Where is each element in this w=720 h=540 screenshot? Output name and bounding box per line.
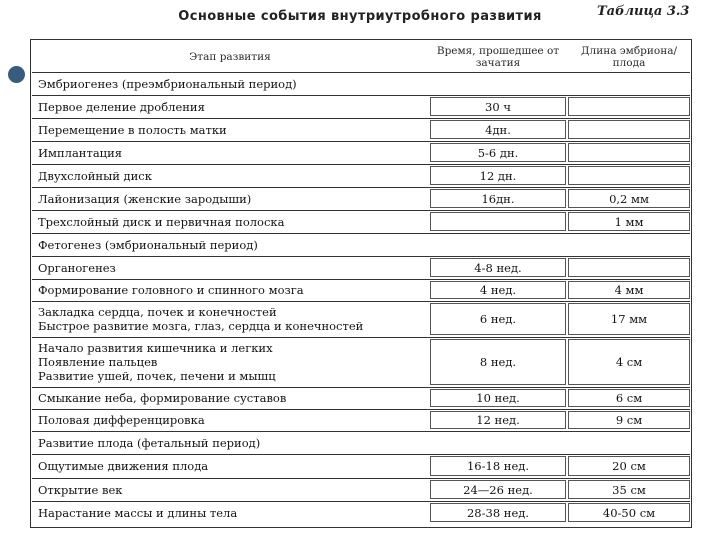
stage-text: [38, 303, 428, 335]
stage-line: Появление пальцев: [38, 355, 158, 369]
stage-text: [38, 212, 428, 231]
row-divider: [32, 301, 690, 302]
length-value: [569, 98, 689, 115]
section-row: [0, 235, 720, 254]
header-length: Длина эмбриона/плода: [580, 44, 677, 69]
length-cell: [568, 281, 690, 299]
time-cell: [430, 166, 566, 185]
stage-cell: [32, 97, 428, 116]
time-value: 10 нед.: [476, 391, 520, 405]
section-row: [0, 74, 720, 93]
length-cell: [568, 189, 690, 208]
row-divider: [32, 187, 690, 188]
stage-line: Половая дифференцировка: [38, 413, 205, 427]
length-cell: [568, 503, 690, 522]
stage-text: [38, 189, 428, 208]
row-divider: [32, 454, 690, 455]
row-divider: [32, 164, 690, 165]
table-row: [0, 189, 720, 208]
time-value: 16-18 нед.: [466, 459, 529, 473]
time-cell: [430, 480, 566, 499]
length-cell: [568, 97, 690, 116]
stage-line: Трехслойный диск и первичная полоска: [38, 214, 285, 229]
length-cell: [568, 411, 690, 429]
table-row: [0, 303, 720, 335]
stage-cell: [32, 120, 428, 139]
time-value: 6 нед.: [479, 312, 517, 326]
stage-cell: [32, 411, 428, 429]
length-value: [569, 167, 689, 184]
row-divider: [32, 337, 690, 338]
time-cell: [430, 303, 566, 335]
stage-line: Начало развития кишечника и легких: [38, 341, 273, 355]
table-row: [0, 456, 720, 476]
stage-text: [38, 389, 428, 407]
row-divider: [32, 387, 690, 388]
stage-text: [38, 339, 428, 385]
stage-cell: [32, 212, 428, 231]
stage-cell: [32, 74, 690, 93]
time-cell: [430, 411, 566, 429]
length-cell: [568, 212, 690, 231]
stage-text: [38, 480, 428, 499]
stage-line: Быстрое развитие мозга, глаз, сердца и конечностей: [38, 319, 364, 333]
time-cell: [430, 456, 566, 476]
stage-text: [38, 235, 690, 254]
length-cell: [568, 120, 690, 139]
stage-cell: [32, 166, 428, 185]
stage-cell: [32, 303, 428, 335]
stage-cell: [32, 339, 428, 385]
length-cell: [568, 166, 690, 185]
length-value: [569, 259, 689, 276]
stage-cell: [32, 503, 428, 522]
row-divider: [32, 210, 690, 211]
row-divider: [32, 95, 690, 96]
stage-text: [38, 281, 428, 299]
length-value: [569, 121, 689, 138]
length-cell: [568, 480, 690, 499]
stage-line: Развитие плода (фетальный период): [38, 435, 261, 450]
stage-text: [38, 456, 428, 476]
length-value: 9 см: [615, 413, 643, 427]
table-row: [0, 166, 720, 185]
stage-line: Формирование головного и спинного мозга: [38, 283, 304, 297]
stage-text: [38, 120, 428, 139]
stage-line: Первое деление дробления: [38, 99, 205, 114]
table-row: [0, 389, 720, 407]
table-row: [0, 143, 720, 162]
header-stage: Этап развития: [189, 50, 271, 63]
stage-cell: [32, 143, 428, 162]
stage-text: [38, 74, 690, 93]
length-value: 20 см: [612, 459, 646, 473]
stage-cell: [32, 258, 428, 277]
row-divider: [32, 431, 690, 432]
length-value: 35 см: [612, 482, 646, 497]
section-row: [0, 433, 720, 452]
table-row: [0, 258, 720, 277]
table-row: [0, 212, 720, 231]
stage-line: Ощутимые движения плода: [38, 459, 209, 473]
row-divider: [32, 233, 690, 234]
time-cell: [430, 389, 566, 407]
stage-cell: [32, 456, 428, 476]
time-value: 30 ч: [485, 99, 511, 114]
table-number: Таблица 3.3: [597, 4, 690, 19]
time-value: 5-6 дн.: [477, 145, 519, 160]
document-title: Основные события внутриутробного развития: [178, 9, 542, 24]
time-cell: [430, 339, 566, 385]
row-divider: [32, 141, 690, 142]
length-cell: [568, 303, 690, 335]
stage-line: Двухслойный диск: [38, 168, 152, 183]
stage-line: Закладка сердца, почек и конечностей: [38, 305, 277, 319]
stage-cell: [32, 389, 428, 407]
time-cell: [430, 503, 566, 522]
length-value: [569, 144, 689, 161]
time-value: 28-38 нед.: [466, 505, 529, 520]
length-value: 4 мм: [614, 283, 644, 297]
length-cell: [568, 456, 690, 476]
stage-text: [38, 411, 428, 429]
length-value: 1 мм: [614, 214, 644, 229]
time-value: [431, 213, 565, 230]
row-divider: [32, 72, 690, 73]
length-cell: [568, 258, 690, 277]
stage-cell: [32, 433, 690, 452]
time-value: 12 дн.: [479, 168, 517, 183]
length-value: 17 мм: [610, 312, 648, 326]
stage-cell: [32, 189, 428, 208]
table-row: [0, 120, 720, 139]
stage-line: Перемещение в полость матки: [38, 122, 227, 137]
stage-line: Лайонизация (женские зародыши): [38, 191, 252, 206]
time-cell: [430, 120, 566, 139]
time-cell: [430, 281, 566, 299]
header-time: Время, прошедшее от зачатия: [436, 44, 560, 69]
time-value: 4 нед.: [479, 283, 517, 297]
stage-line: Фетогенез (эмбриональный период): [38, 237, 258, 252]
length-cell: [568, 389, 690, 407]
stage-text: [38, 433, 690, 452]
time-value: 8 нед.: [479, 355, 517, 369]
length-cell: [568, 339, 690, 385]
time-cell: [430, 212, 566, 231]
table-row: [0, 503, 720, 522]
time-value: 4-8 нед.: [474, 260, 522, 275]
stage-line: Открытие век: [38, 482, 123, 497]
stage-line: Развитие ушей, почек, печени и мышц: [38, 369, 276, 383]
time-value: 12 нед.: [476, 413, 520, 427]
time-value: 24—26 нед.: [463, 482, 533, 497]
time-value: 16дн.: [481, 191, 515, 206]
stage-cell: [32, 235, 690, 254]
length-value: 0,2 мм: [609, 191, 649, 206]
length-value: 6 см: [615, 391, 643, 405]
row-divider: [32, 256, 690, 257]
row-divider: [32, 478, 690, 479]
stage-line: Смыкание неба, формирование суставов: [38, 391, 287, 405]
stage-text: [38, 143, 428, 162]
stage-line: Эмбриогенез (преэмбриональный период): [38, 76, 297, 91]
table-row: [0, 97, 720, 116]
row-divider: [32, 409, 690, 410]
stage-line: Имплантация: [38, 145, 122, 160]
stage-text: [38, 166, 428, 185]
stage-cell: [32, 480, 428, 499]
length-value: 40-50 см: [602, 505, 656, 520]
time-value: 4дн.: [485, 122, 511, 137]
stage-cell: [32, 281, 428, 299]
table-row: [0, 281, 720, 299]
time-cell: [430, 258, 566, 277]
length-value: 4 см: [615, 355, 643, 369]
stage-text: [38, 503, 428, 522]
stage-text: [38, 97, 428, 116]
stage-text: [38, 258, 428, 277]
stage-line: Нарастание массы и длины тела: [38, 505, 238, 520]
table-row: [0, 339, 720, 385]
table-row: [0, 411, 720, 429]
table-row: [0, 480, 720, 499]
time-cell: [430, 97, 566, 116]
row-divider: [32, 279, 690, 280]
row-divider: [32, 501, 690, 502]
stage-line: Органогенез: [38, 260, 116, 275]
time-cell: [430, 189, 566, 208]
length-cell: [568, 143, 690, 162]
time-cell: [430, 143, 566, 162]
row-divider: [32, 118, 690, 119]
